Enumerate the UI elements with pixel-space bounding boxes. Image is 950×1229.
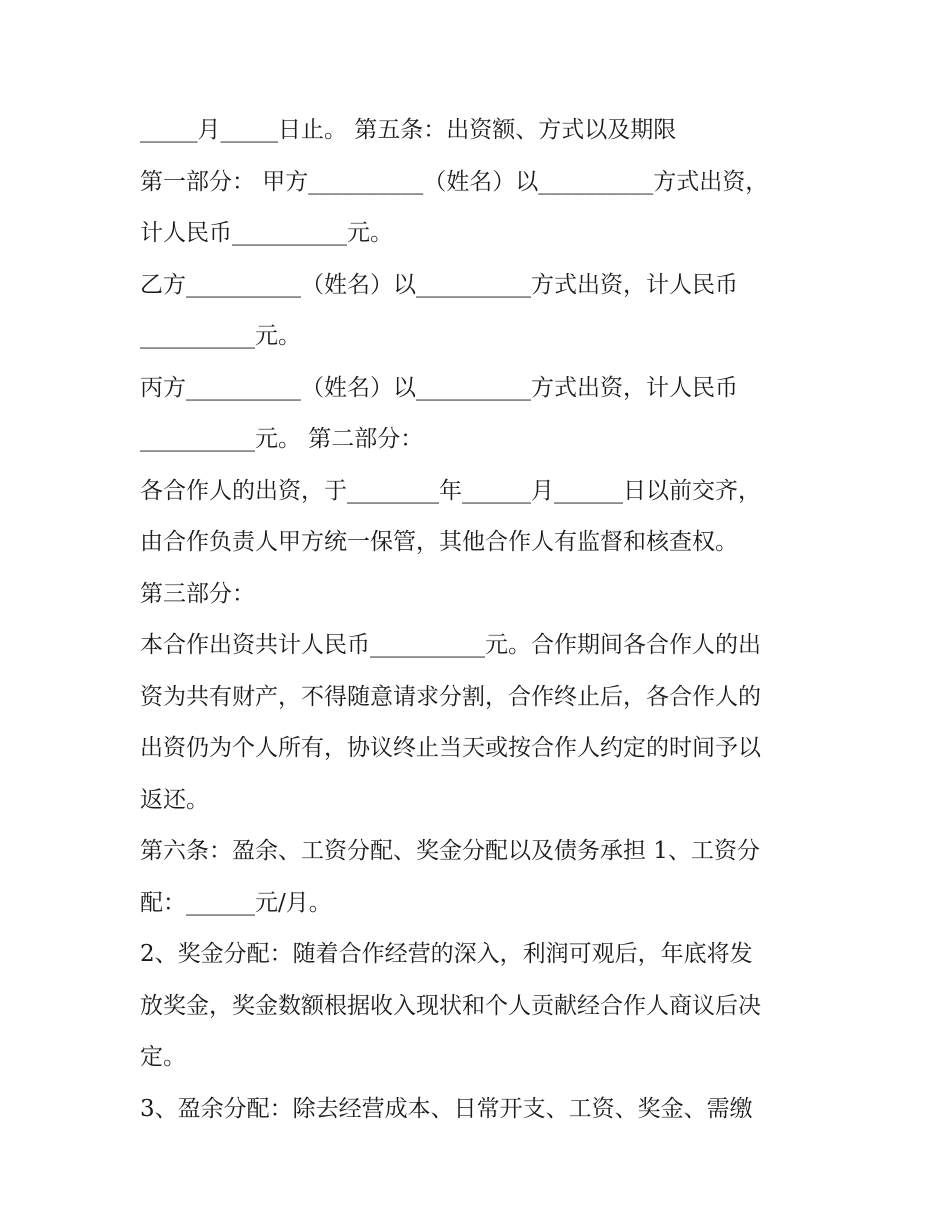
section-heading: 第三部分： [140,580,255,607]
text-line: 由合作负责人甲方统一保管，其他合作人有监督和核查权。 [140,529,738,555]
text-line: 丙方__________（姓名）以__________方式出资，计人民币 [140,374,738,401]
text-line: 第六条：盈余、工资分配、奖金分配以及债务承担 1、工资分 [140,838,760,864]
text-line: 定。 [140,1044,186,1070]
text-line: 计人民币__________元。 [140,220,393,246]
text-line: _____月_____日止。 第五条：出资额、方式以及期限 [140,117,677,143]
text-line: 各合作人的出资，于________年______月______日以前交齐， [140,477,761,504]
text-line: 返还。 [140,786,209,813]
text-line: 出资仍为个人所有，协议终止当天或按合作人约定的时间予以 [140,735,761,761]
text-line: 3、盈余分配：除去经营成本、日常开支、工资、奖金、需缴 [140,1095,753,1122]
text-line: 资为共有财产，不得随意请求分割，合作终止后，各合作人的 [140,683,761,710]
text-line: 配：______元/月。 [140,889,332,916]
text-line: 第一部分： 甲方__________（姓名）以__________方式出资， [140,168,769,195]
text-line: 本合作出资共计人民币__________元。合作期间各合作人的出 [140,632,761,658]
contract-body-text [140,105,820,1135]
text-line: __________元。 [140,323,301,349]
text-line: 乙方__________（姓名）以__________方式出资，计人民币 [140,271,738,298]
text-line: __________元。 第二部分： [140,426,424,452]
text-line: 2、奖金分配：随着合作经营的深入，利润可观后，年底将发 [140,941,753,967]
text-line: 放奖金，奖金数额根据收入现状和个人贡献经合作人商议后决 [140,992,761,1019]
